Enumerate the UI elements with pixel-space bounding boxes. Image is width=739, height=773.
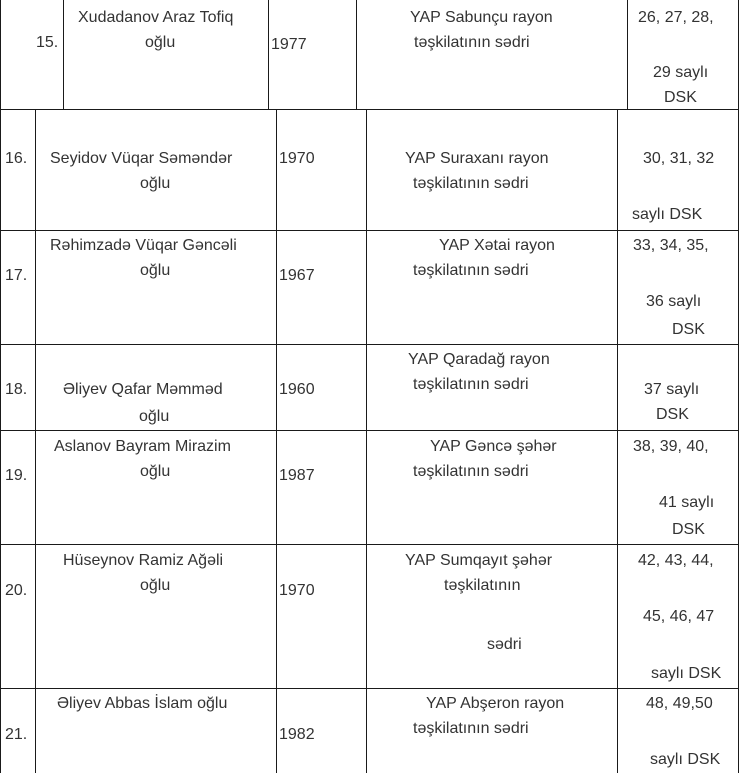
- birth-year: 1982: [279, 726, 315, 743]
- district-list: 29 saylı: [653, 64, 709, 81]
- position: YAP Suraxanı rayon: [405, 150, 549, 167]
- birth-year: 1970: [279, 150, 315, 167]
- position: təşkilatının sədri: [413, 376, 529, 393]
- row-divider: [0, 544, 739, 545]
- position: təşkilatının sədri: [413, 262, 529, 279]
- district-list: DSK: [672, 321, 705, 338]
- position: təşkilatının sədri: [413, 463, 529, 480]
- district-list: 38, 39, 40,: [633, 438, 709, 455]
- column-divider: [627, 0, 628, 110]
- row-number: 15.: [36, 34, 59, 51]
- position: YAP Xətai rayon: [439, 237, 555, 254]
- candidate-name: oğlu: [140, 175, 171, 192]
- row-number: 16.: [5, 150, 28, 167]
- column-divider: [617, 110, 618, 773]
- row-divider: [0, 109, 739, 110]
- row-number: 18.: [5, 381, 28, 398]
- candidate-name: oğlu: [145, 34, 176, 51]
- district-list: 36 saylı: [646, 293, 702, 310]
- birth-year: 1987: [279, 467, 315, 484]
- district-list: DSK: [656, 406, 689, 423]
- column-divider: [35, 110, 36, 773]
- candidate-name: Əliyev Abbas İslam oğlu: [57, 695, 228, 712]
- row-divider: [0, 230, 739, 231]
- candidate-name: Hüseynov Ramiz Ağəli: [63, 552, 224, 569]
- district-list: 33, 34, 35,: [633, 237, 709, 254]
- row-divider: [0, 430, 739, 431]
- district-list: 45, 46, 47: [643, 608, 715, 625]
- position: YAP Abşeron rayon: [426, 695, 565, 712]
- position: təşkilatının sədri: [413, 175, 529, 192]
- candidate-name: oğlu: [140, 577, 171, 594]
- row-number: 17.: [5, 267, 28, 284]
- candidate-name: oğlu: [140, 262, 171, 279]
- district-list: 41 saylı: [659, 494, 715, 511]
- candidate-name: Əliyev Qafar Məmməd: [63, 381, 223, 398]
- candidate-name: oğlu: [139, 408, 170, 425]
- column-divider: [268, 0, 269, 110]
- position: təşkilatının sədri: [413, 720, 529, 737]
- position: təşkilatının: [444, 577, 521, 594]
- column-divider: [0, 110, 1, 773]
- birth-year: 1967: [279, 267, 315, 284]
- position: YAP Qaradağ rayon: [408, 351, 550, 368]
- candidate-name: Rəhimzadə Vüqar Gəncəli: [50, 237, 237, 254]
- position: YAP Sabunçu rayon: [410, 9, 553, 26]
- position: sədri: [487, 636, 522, 653]
- column-divider: [276, 110, 277, 773]
- district-list: DSK: [672, 521, 705, 538]
- district-list: saylı DSK: [632, 206, 703, 223]
- district-list: 26, 27, 28,: [638, 9, 714, 26]
- district-list: 48, 49,50: [646, 695, 713, 712]
- candidate-name: Seyidov Vüqar Səməndər: [50, 150, 233, 167]
- birth-year: 1970: [279, 582, 315, 599]
- row-number: 19.: [5, 467, 28, 484]
- district-list: DSK: [664, 89, 697, 106]
- district-list: saylı DSK: [650, 751, 721, 768]
- row-divider: [0, 688, 739, 689]
- position: təşkilatının sədri: [414, 34, 530, 51]
- candidate-name: oğlu: [140, 463, 171, 480]
- district-list: 42, 43, 44,: [638, 552, 714, 569]
- candidate-name: Aslanov Bayram Mirazim: [54, 438, 231, 455]
- position: YAP Gəncə şəhər: [430, 438, 557, 455]
- position: YAP Sumqayıt şəhər: [405, 552, 553, 569]
- birth-year: 1977: [271, 36, 307, 53]
- district-list: 30, 31, 32: [643, 150, 715, 167]
- column-divider: [366, 110, 367, 773]
- candidate-name: Xudadanov Araz Tofiq: [78, 9, 234, 26]
- column-divider: [63, 0, 64, 110]
- row-divider: [0, 344, 739, 345]
- birth-year: 1960: [279, 381, 315, 398]
- row-number: 20.: [5, 582, 28, 599]
- district-list: 37 saylı: [644, 381, 700, 398]
- column-divider: [0, 0, 1, 110]
- row-number: 21.: [5, 726, 28, 743]
- column-divider: [356, 0, 357, 110]
- district-list: saylı DSK: [651, 665, 722, 682]
